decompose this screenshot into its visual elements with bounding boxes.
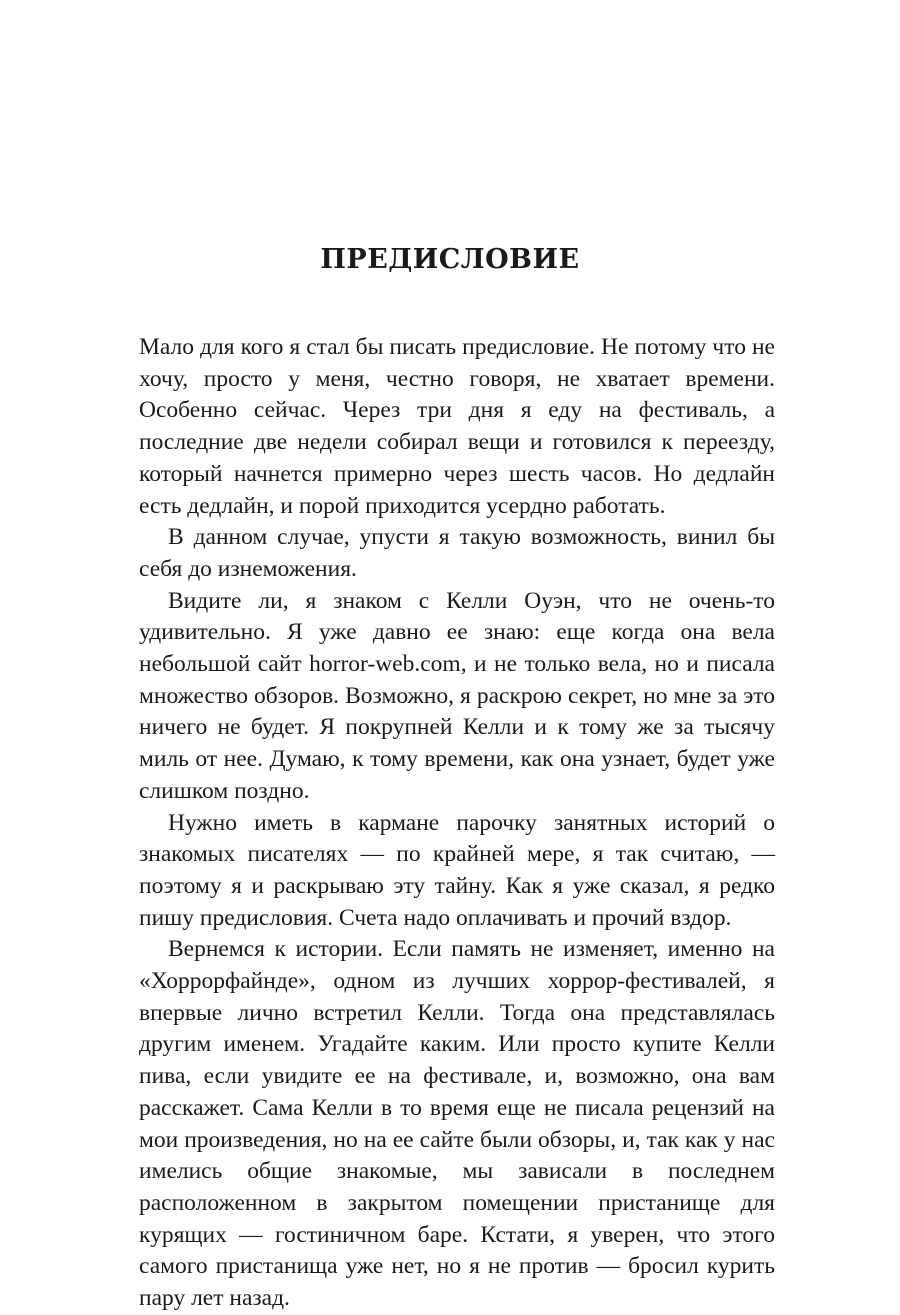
paragraph: Нужно иметь в кармане парочку занятных историй о знакомых писателях — по крайней мере, я так считаю, — поэтому я и раскрываю эту тайну. Как я уже сказал, я редко пишу предисловия. Счета надо оплачивать и прочий вздор. (139, 809, 775, 931)
paragraph: Видите ли, я знаком с Келли Оуэн, что не очень-то удивительно. Я уже давно ее знаю: еще когда она вела небольшой сайт horror-web.com, и не только вела, но и писала множество обзоров. Возможно, я раскрою секрет, но мне за это ничего не будет. Я покрупней Келли и к тому же за тысячу миль от нее. Думаю, к тому времени, как она узнает, будет уже слишком поздно. (139, 587, 775, 804)
paragraph: В данном случае, упусти я такую возможность, винил бы себя до изнеможения. (139, 524, 775, 582)
paragraph: Вернемся к истории. Если память не изменяет, именно на «Хоррорфайнде», одном из лучших хоррор-фестивалей, я впервые лично встретил Келли. Тогда она представлялась другим именем. Угадайте каким. Или просто купите Келли пива, если увидите ее на фестивале, и, возможно, она вам расскажет. Сама Келли в то время еще не писала рецензий на мои произведения, но на ее сайте были обзоры, и, так как у нас имелись общие знакомые, мы зависали в последнем расположенном в закрытом помещении пристанище для курящих — гостиничном баре. Кстати, я уверен, что этого самого пристанища уже нет, но я не против — бросил курить пару лет назад. (139, 936, 775, 1312)
body-text (139, 332, 775, 1315)
paragraph: Мало для кого я стал бы писать предисловие. Не потому что не хочу, просто у меня, честно говоря, не хватает времени. Особенно сейчас. Через три дня я еду на фестиваль, а последние две недели собирал вещи и готовился к переезду, который начнется примерно через шесть часов. Но дедлайн есть дедлайн, и порой приходится усердно работать. (139, 334, 775, 519)
chapter-title: ПРЕДИСЛОВИЕ (320, 244, 580, 275)
